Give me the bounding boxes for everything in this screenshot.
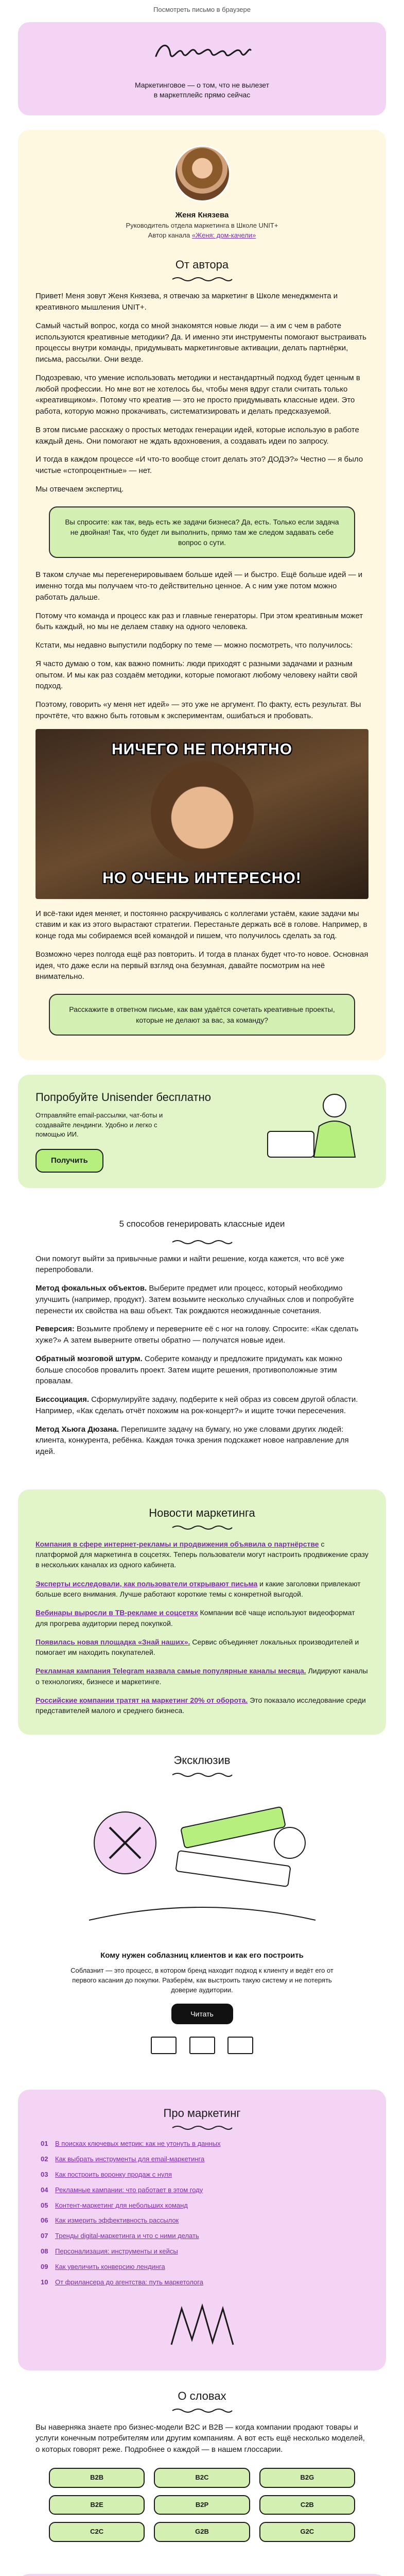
- term-button[interactable]: C2B: [259, 2495, 355, 2515]
- term-button[interactable]: B2G: [259, 2468, 355, 2488]
- squiggle-divider-icon: [171, 2125, 233, 2130]
- meme-bottom-text: НО ОЧЕНЬ ИНТЕРЕСНО!: [102, 870, 302, 887]
- logo: [18, 22, 386, 80]
- news-item: Российские компании тратят на маркетинг 20% от оборота. Это показало исследование среди представителей малого и среднего бизнеса.: [36, 1696, 366, 1715]
- list-item: 10 От фрилансера до агентства: путь маркетолога: [41, 2278, 203, 2286]
- new-stamp-icon: [161, 2293, 243, 2355]
- from-author-title: От автора: [175, 258, 229, 272]
- list-item: 06 Как измерить эффективность рассылок: [41, 2216, 179, 2225]
- news-title: Новости маркетинга: [149, 1506, 255, 1519]
- author-quote: Вы спросите: как так, ведь есть же задачи бизнеса? Да, есть. Только если задача не двойная! Так, что будет ли выполнить, прямо там же следом задавать себе вопрос о сути.: [49, 506, 355, 558]
- news-item: Компания в сфере интернет-рекламы и продвижения объявила о партнёрстве с платформой для маркетинга в соцсетях. Теперь пользователи могут настроить продвижение сразу в нескольких каналах из одного кабинета.: [36, 1539, 368, 1569]
- envelope-row: [18, 2037, 386, 2075]
- marketing-card: [18, 2090, 386, 2370]
- from-author-body: Привет! Меня зовут Женя Князева, я отвечаю за маркетинг в Школе менеджмента и креативного мышления UNIT+. Самый частый вопрос, когда со мной знакомятся новые люди — а им с чем в работе используются креативные методики? Да. И именно эти инструменты помогают выстраивать процессы внутри команды, придумывать маркетинговые активации, делать партнёрки, письма, рассылки. Они везде. Подозреваю, что умение использовать методики и нестандартный подход будет ценным в любой профессии. Но мне вот не хотелось бы, чтобы меня вдруг стали считать только «креативщиком». Потому что креатив — это не просто придумывать классные идеи. Это работа, которую можно прокачивать, систематизировать и делать предсказуемой. В этом письме расскажу о простых методах генерации идей, которые использую в работе каждый день. Они помогают не ждать вдохновения, а создавать идеи по запросу. И тогда в каждом процессе «И что-то вообще стоит делать это? ДОДЭ?» Честно — я было чистые «стопроцентные» — нет. Мы отвечаем экспертиц.: [36, 292, 366, 494]
- method-item: Обратный мозговой штурм. Соберите команду и предложите придумать как можно больше способов провалить проект. Затем ищите решения, противоположные этим провалам.: [36, 1354, 342, 1386]
- marketing-list: [18, 2139, 386, 2287]
- exclusive-text: Соблазнит — это процесс, в котором бренд находит подход к клиенту и ведёт его от первого касания до покупки. Разберём, как выстроить такую систему и не потерять доверие аудитории.: [71, 1967, 333, 1994]
- tagline-line-2: в маркетплейс прямо сейчас: [153, 90, 251, 99]
- news-item: Появилась новая площадка «Знай наших». Сервис объединяет локальных производителей и помогает им находить покупателей.: [36, 1637, 359, 1657]
- cta-illustration-icon: [247, 1085, 371, 1162]
- get-button[interactable]: Получить: [36, 1149, 103, 1173]
- exclusive-title: Эксклюзив: [173, 1753, 231, 1767]
- squiggle-divider-icon: [171, 1524, 233, 1530]
- squiggle-divider-icon: [171, 1772, 233, 1777]
- tagline-line-1: Маркетинговое — о том, что не вылезет: [134, 81, 270, 90]
- author-channel-link[interactable]: «Женя: дом-качели»: [191, 231, 256, 239]
- reply-box: Расскажите в ответном письме, как вам удаётся сочетать креативные проекты, которые не делают за вас, за команду?: [49, 994, 355, 1036]
- footer-card: [18, 2574, 386, 2576]
- list-item: 04 Рекламные кампании: что работает в этом году: [41, 2185, 203, 2194]
- cta-title: Попробуйте Unisender бесплатно: [36, 1090, 211, 1104]
- envelope-icon: [151, 2037, 177, 2054]
- term-button[interactable]: B2E: [49, 2495, 145, 2515]
- meme-face-icon: [151, 761, 254, 864]
- cta-card: [18, 1075, 386, 1188]
- squiggle-divider-icon: [171, 276, 233, 281]
- methods-intro: Они помогут выйти за привычные рамки и найти решение, когда кажется, что всё уже перепробовали.: [36, 1254, 344, 1275]
- meme-top-text: НИЧЕГО НЕ ПОНЯТНО: [111, 740, 293, 758]
- method-item: Биссоциация. Сформулируйте задачу, подберите к ней образ из совсем другой области. Например, «Как сделать отчёт похожим на рок-концерт?» и ищите точки пересечения.: [36, 1395, 358, 1415]
- term-button[interactable]: B2C: [154, 2468, 250, 2488]
- news-item: Вебинары выросли в ТВ-рекламе и соцсетях Компании всё чаще используют видеоформат для прогрева аудитории перед покупкой.: [36, 1608, 355, 1628]
- methods-card: [18, 1202, 386, 1475]
- list-item: 02 Как выбрать инструменты для email-маркетинга: [41, 2155, 205, 2163]
- method-item: Метод Хьюга Дюзана. Перепишите задачу на бумагу, но уже словами других людей: клиента, конкурента, ребёнка. Каждая точка зрения подскажет новое направление для идей.: [36, 1425, 349, 1456]
- tagline: [18, 80, 386, 115]
- view-in-browser-link[interactable]: Посмотреть письмо в браузере: [153, 6, 251, 13]
- author-role: Руководитель отдела маркетинга в Школе UNIT+ Автор канала «Женя: дом-качели»: [126, 221, 278, 239]
- author-avatar: [174, 145, 231, 202]
- term-button[interactable]: C2C: [49, 2522, 145, 2542]
- envelope-icon: [189, 2037, 215, 2054]
- terms-intro: Вы наверняка знаете про бизнес-модели B2C и B2B — когда компании продают товары и услуги конечным потребителям или другим компаниям. А вот есть ещё несколько моделей, о которых говорят реже. Подробнее о каждой — в нашем глоссарии.: [36, 2422, 365, 2454]
- list-item: 08 Персонализация: инструменты и кейсы: [41, 2247, 178, 2256]
- term-button[interactable]: G2B: [154, 2522, 250, 2542]
- list-item: 05 Контент-маркетинг для небольших команд: [41, 2201, 188, 2209]
- list-item: 07 Тренды digital-маркетинга и что с ними делать: [41, 2232, 199, 2240]
- meme-image: [36, 729, 368, 899]
- author-name: Женя Князева: [175, 211, 229, 219]
- term-button[interactable]: B2P: [154, 2495, 250, 2515]
- terms-card: [18, 2385, 386, 2560]
- terms-grid: [18, 2463, 386, 2560]
- news-item: Рекламная кампания Telegram назвала самые популярные каналы месяца. Лидируют каналы о технологиях, бизнесе и маркетинге.: [36, 1667, 368, 1686]
- list-item: 01 В поисках ключевых метрик: как не утонуть в данных: [41, 2140, 221, 2148]
- method-item: Метод фокальных объектов. Выберите предмет или процесс, который необходимо улучшить (например, продукт). Затем возьмите несколько случайных слов и попробуйте перенести их свойства на ваш объект. Так рождаются неожиданные сочетания.: [36, 1284, 354, 1315]
- author-card: Женя Князева Руководитель отдела маркетинга в Школе UNIT+ Автор канала «Женя: дом-качели» От автора Привет! Меня зовут Женя Князева, я отвечаю за маркетинг в Школе менеджмента и креативного мышления UNIT+. Самый частый вопрос, когда со мной знакомятся новые люди — а им с чем в работе используются креативные методики? Да. И именно эти инструменты помогают выстраивать процессы внутри команды, придумывать маркетинговые активации, делать партнёрки, письма, рассылки. Они везде. Подозреваю, что умение использовать методики и нестандартный подход будет ценным в любой профессии. Но мне вот не хотелось бы, чтобы меня вдруг стали считать только «креативщиком». Потому что креатив — это не просто придумывать классные идеи. Это работа, которую можно прокачивать, систематизировать и делать предсказуемой. В этом письме расскажу о простых методах генерации идей, которые использую в работе каждый день. Они помогают не ждать вдохновения, а создавать идеи по запросу. И тогда в каждом процессе «И что-то вообще стоит делать это? ДОДЭ?» Честно — я было чистые «стопроцентные» — нет. Мы отвечаем экспертиц. Вы спросите: как так, ведь есть же задачи бизнеса? Да, есть. Только если задача не двойная! Так, что будет ли выполнить, прямо там же следом задавать себе вопрос о сути. В таком случае мы перегенерировываем больше идей — и быстро. Ещё больше идей — и именно тогда мы получаем что-то действительно ценное. А с ним уже потом можно работать дальше. Потому что команда и процесс как раз и главные генераторы. При этом креативным может быть каждый, но мы не делаем ставку на одного человека. Кстати, мы недавно выпустили подборку по теме — можно посмотреть, что получилось: Я часто думаю о том, как важно помнить: люди приходят с разными задачами и разным опытом. И мы как раз создаём методики, которые помогают любому человеку найти свой подход. Поэтому, говорить «у меня нет идей» — это уже не аргумент. По факту, есть результат. Вы прочтёте, что важно быть готовым к экспериментам, ошибаться и пробовать. НИЧЕГО НЕ ПОНЯТНО НО ОЧЕНЬ ИНТЕРЕСНО! И всё-таки идея меняет, и постоянно раскручиваясь с коллегами устаём, какие задачи мы ставим и как из этого вырастают стратегии. Перестаньте держать всё в голове. Например, в конце года мы собираемся всей командой и пишем, что получилось сделать за год. Возможно через полгода ещё раз повторить. И тогда в планах будет что-то новое. Основная идея, что даже если на первый взгляд она безумная, давайте посмотрим на неё внимательно. Расскажите в ответном письме, как вам удаётся сочетать креативные проекты, которые не делают за вас, за команду?: [18, 130, 386, 1060]
- marketing-title: Про маркетинг: [163, 2107, 241, 2120]
- squiggle-divider-icon: [171, 2408, 233, 2413]
- methods-title: 5 способов генерировать классные идеи: [119, 1218, 285, 1229]
- terms-title: О словах: [178, 2389, 226, 2402]
- list-item: 09 Как увеличить конверсию лендинга: [41, 2262, 165, 2270]
- term-button[interactable]: G2C: [259, 2522, 355, 2542]
- news-item: Эксперты исследовали, как пользователи открывают письма и какие заголовки привлекают больше всего внимания. Лучше работают короткие темы с конкретной выгодой.: [36, 1579, 361, 1598]
- cta-text: Отправляйте email-рассылки, чат-боты и создавайте лендинги. Удобно и легко с помощью ИИ.: [36, 1111, 163, 1139]
- squiggle-divider-icon: [171, 1239, 233, 1244]
- footer-logo: [18, 2574, 386, 2576]
- exclusive-card: [18, 1749, 386, 2076]
- news-card: [18, 1489, 386, 1735]
- list-item: 03 Как построить воронку продаж с нуля: [41, 2170, 172, 2178]
- envelope-icon: [227, 2037, 253, 2054]
- logo-icon: [151, 40, 254, 63]
- intro-card: [18, 22, 386, 115]
- exclusive-heading: Кому нужен соблазниц клиентов и как его построить: [100, 1951, 304, 1960]
- term-button[interactable]: B2B: [49, 2468, 145, 2488]
- read-button[interactable]: Читать: [171, 2004, 233, 2024]
- method-item: Реверсия: Возьмите проблему и переверните её с ног на голову. Спросите: «Как сделать хуже?» А затем выверните ответы обратно — получатся новые идеи.: [36, 1325, 359, 1345]
- exclusive-illustration-icon: [58, 1786, 346, 1941]
